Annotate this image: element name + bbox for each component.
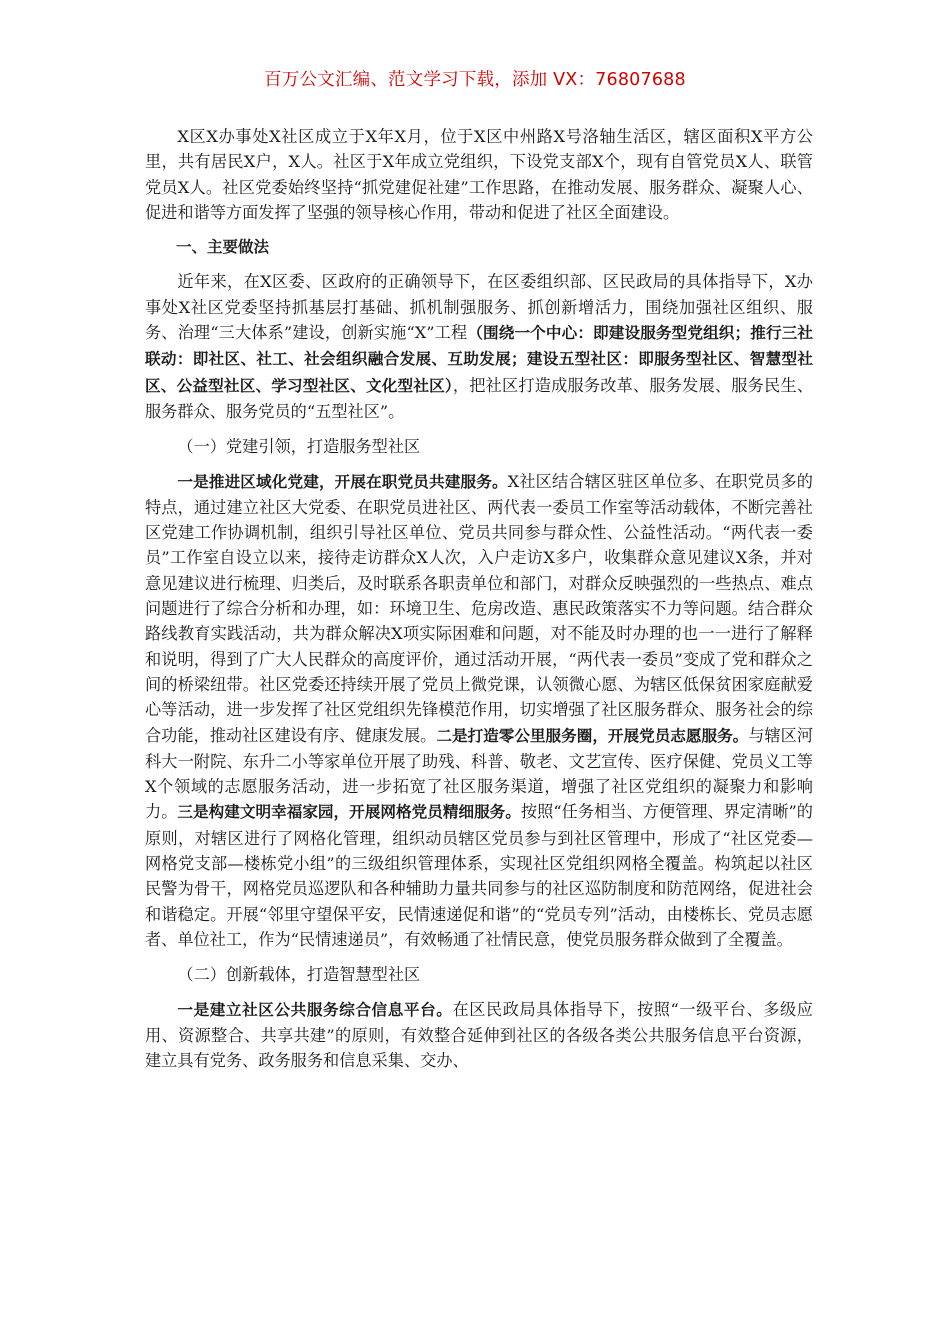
regional-party-building-text: X社区结合辖区驻区单位多、在职党员多的特点，通过建立社区大党委、在职党员进社区、两代表一委员工作室等活动载体，不断完善社区党建工作协调机制，组织引导社区单位、党员共同参与群众性、公益性活动。“两代表一委员”工作室自设立以来，接待走访群众X人次，入户走访X多户，收集群众意见建议X条，并对意见建议进行梳理、归类后，及时联系各职责单位和部门，对群众反映强烈的一些热点、难点问题进行了综合分析和办理，如：环境卫生、危房改造、惠民政策落实不力等问题。结合群众路线教育实践活动，共为群众解决X项实际困难和问题，对不能及时办理的也一一进行了解释和说明，得到了广大人民群众的高度评价，通过活动开展，“两代表一委员”变成了党和群众之间的桥梁纽带。社区党委还持续开展了党员上微党课，认领微心愿、为辖区低保贫困家庭献爱心等活动，进一步发挥了社区党组织先锋模范作用，切实增强了社区服务群众、服务社会的综合功能，推动社区建设有序、健康发展。: [145, 471, 813, 745]
info-platform-text: 在区民政局具体指导下，按照“一级平台、多级应用、资源整合、共享共建”的原则，有效整合延伸到社区的各级各类公共服务信息平台资源，建立具有党务、政务服务和信息采集、交办、: [145, 999, 813, 1071]
lead-info-platform: 一是建立社区公共服务综合信息平台。: [177, 1000, 453, 1019]
civilized-home-text: 按照“任务相当、方便管理、界定清晰”的原则，对辖区进行了网格化管理，组织动员辖区党员参与到社区管理中，形成了“社区党委—网格党支部—楼栋党小组”的三级组织管理体系，实现社区党组织网格全覆盖。构筑起以社区民警为骨干，网格党员巡逻队和各种辅助力量共同参与的社区巡防制度和防范网络，促进社会和谐稳定。开展“邻里守望保平安，民情速递促和谐”的“党员专列”活动，由楼栋长、党员志愿者、单位社工，作为“民情速递员”，有效畅通了社情民意，使党员服务群众做到了全覆盖。: [145, 802, 813, 949]
subsection-heading-smart-community: （二）创新载体，打造智慧型社区: [177, 965, 421, 985]
lead-regional-party-building: 一是推进区域化党建，开展在职党员共建服务。: [177, 472, 508, 491]
section-heading-main-practices: 一、主要做法: [176, 238, 270, 257]
document-body: [145, 124, 813, 1082]
overview-text-end: ，把社区打造成服务改革、服务发展、服务民生、服务群众、服务党员的“五型社区”。: [145, 375, 814, 421]
overview-bold-text: （围绕一个中心：即建设服务型党组织；推行三社联动：即社区、社工、社会组织融合发展、互助发展；建设五型社区：即服务型社区、智慧型社区、公益型社区、学习型社区、文化型社区）: [145, 324, 813, 395]
zero-km-service-text: 与辖区河科大一附院、东升二小等家单位开展了助残、科普、敬老、文艺宣传、医疗保健、党员义工等X个领域的志愿服务活动，进一步拓宽了社区服务渠道，增强了社区党组织的凝聚力和影响力。: [145, 725, 814, 822]
overview-text-start: 近年来，在X区委、区政府的正确领导下，在区委组织部、区民政局的具体指导下，X办事处X社区党委坚持抓基层打基础、抓机制强服务、抓创新增活力，围绕加强社区组织、服务、治理“三大体系”建设，创新实施“X”工程: [145, 272, 813, 343]
lead-zero-km-service: 二是打造零公里服务圈，开展党员志愿服务。: [436, 726, 749, 745]
subsection-heading-service-community: （一）党建引领，打造服务型社区: [177, 437, 421, 457]
smart-community-paragraph: [145, 997, 813, 1074]
party-building-paragraph: [145, 469, 813, 953]
intro-paragraph: X区X办事处X社区成立于X年X月，位于X区中州路X号洛轴生活区，辖区面积X平方公里，共有居民X户，X人。社区于X年成立党组织，下设党支部X个，现有自管党员X人、联管党员X人。社区党委始终坚持“抓党建促社建”工作思路，在推动发展、服务群众、凝聚人心、促进和谐等方面发挥了坚强的领导核心作用，带动和促进了社区全面建设。: [145, 127, 813, 222]
section-overview-paragraph: [145, 269, 813, 424]
download-banner: 百万公文汇编、范文学习下载，添加 VX：76807688: [264, 70, 686, 90]
lead-civilized-home: 三是构建文明幸福家园，开展网格党员精细服务。: [177, 803, 521, 822]
